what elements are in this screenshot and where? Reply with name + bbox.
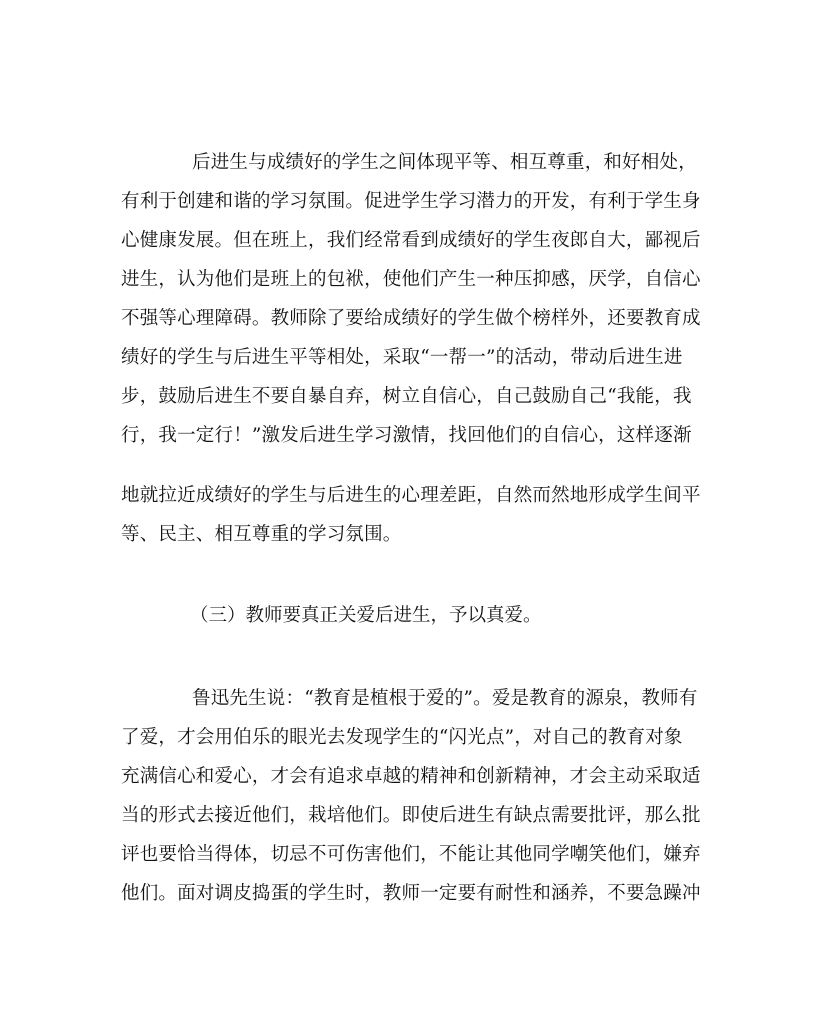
paragraph1-line-6: 绩好的学生与后进生平等相处，采取“一帮一”的活动，带动后进生进 xyxy=(121,347,683,368)
paragraph2-line-3: 充满信心和爱心，才会有追求卓越的精神和创新精神，才会主动采取适 xyxy=(121,766,701,787)
paragraph2-line-4: 当的形式去接近他们，栽培他们。即使后进生有缺点需要批评，那么批 xyxy=(121,805,701,826)
section-heading: （三）教师要真正关爱后进生，予以真爱。 xyxy=(190,605,542,626)
paragraph1-line-3: 心健康发展。但在班上，我们经常看到成绩好的学生夜郎自大，鄙视后 xyxy=(121,230,701,251)
paragraph1-line-1: 后进生与成绩好的学生之间体现平等、相互尊重，和好相处， xyxy=(192,152,697,173)
paragraph2-line-6: 他们。面对调皮捣蛋的学生时，教师一定要有耐性和涵养，不要急躁冲 xyxy=(121,883,701,904)
paragraph2-line-1: 鲁迅先生说：“教育是植根于爱的”。爱是教育的源泉，教师有 xyxy=(192,688,698,709)
paragraph2-line-5: 评也要恰当得体，切忌不可伤害他们，不能让其他同学嘲笑他们，嫌弃 xyxy=(121,844,701,865)
paragraph1-line-5: 不强等心理障碍。教师除了要给成绩好的学生做个榜样外，还要教育成 xyxy=(121,308,701,329)
paragraph1-line-10: 等、民主、相互尊重的学习氛围。 xyxy=(121,524,402,545)
paragraph2-line-2: 了爱，才会用伯乐的眼光去发现学生的“闪光点”，对自己的教育对象 xyxy=(121,727,683,748)
paragraph1-line-4: 进生，认为他们是班上的包袱，使他们产生一种压抑感，厌学，自信心 xyxy=(121,269,701,290)
paragraph1-line-7: 步，鼓励后进生不要自暴自弃，树立自信心，自己鼓励自己“我能，我 xyxy=(121,386,692,407)
paragraph1-line-9: 地就拉近成绩好的学生与后进生的心理差距，自然而然地形成学生间平 xyxy=(121,485,701,506)
paragraph1-line-8: 行，我一定行！”激发后进生学习激情，找回他们的自信心，这样逐渐 xyxy=(121,425,692,446)
paragraph1-line-2: 有利于创建和谐的学习氛围。促进学生学习潜力的开发，有利于学生身 xyxy=(121,191,701,212)
